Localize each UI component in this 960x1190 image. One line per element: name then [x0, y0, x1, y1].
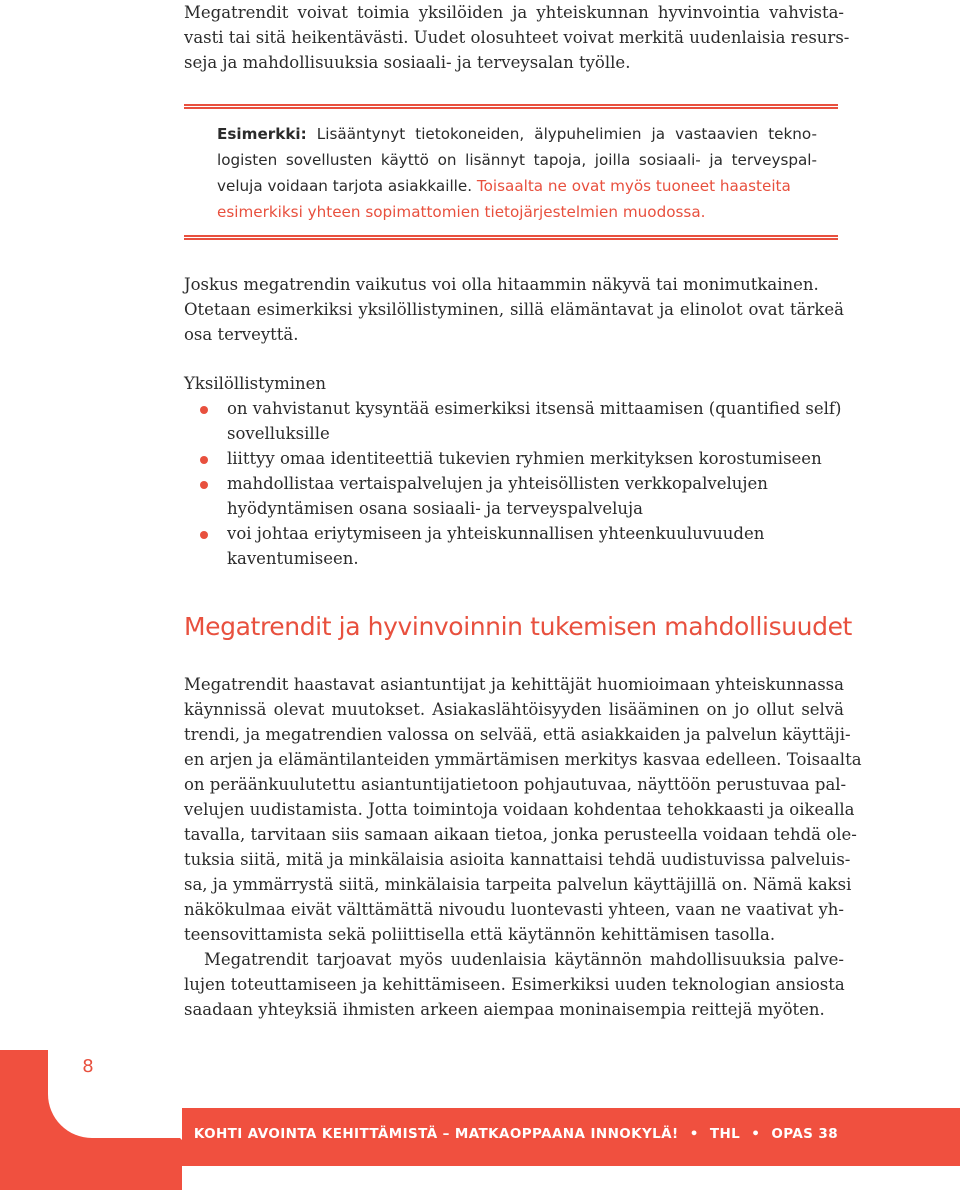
text-line: teensovittamista sekä poliittisella että käytännön kehittämisen tasolla.: [184, 925, 776, 944]
page-number: 8: [82, 1056, 94, 1077]
section-heading: Megatrendit ja hyvinvoinnin tukemisen mahdollisuudet: [184, 612, 852, 641]
text-line: vasti tai sitä heikentävästi. Uudet olosuhteet voivat merkitä uudenlaisia resurs-: [184, 28, 850, 47]
footer-report: OPAS 38: [771, 1126, 838, 1142]
example-box: [184, 104, 838, 240]
list-title: Yksilöllistyminen: [184, 374, 327, 393]
text-line: Megatrendit tarjoavat myös uudenlaisia käytännön mahdollisuuksia palve-: [204, 950, 844, 969]
footer-corner-shape: [122, 1080, 182, 1140]
text-line: Otetaan esimerkiksi yksilöllistyminen, sillä elämäntavat ja elinolot ovat tärkeä: [184, 300, 844, 319]
body-paragraph: [184, 672, 862, 1022]
example-top-rule: [184, 104, 838, 109]
text-line: trendi, ja megatrendien valossa on selvää, että asiakkaiden ja palvelun käyttäji-: [184, 725, 851, 744]
text-line: sa, ja ymmärrystä siitä, minkälaisia tarpeita palvelun käyttäjillä on. Nämä kaksi: [184, 875, 852, 894]
text-line: saadaan yhteyksiä ihmisten arkeen aiempaa moninaisempia reittejä myöten.: [184, 1000, 825, 1019]
bullet-dot-icon: [200, 481, 208, 489]
highlight-text: esimerkiksi yhteen sopimattomien tietojärjestelmien muodossa.: [217, 203, 706, 221]
text-line: Joskus megatrendin vaikutus voi olla hitaammin näkyvä tai monimutkainen.: [184, 275, 819, 294]
text-line: Megatrendit haastavat asiantuntijat ja kehittäjät huomioimaan yhteiskunnassa: [184, 675, 844, 694]
highlight-text: Toisaalta ne ovat myös tuoneet haasteita: [472, 177, 791, 195]
example-bottom-rule: [184, 235, 838, 240]
text-line: tuksia siitä, mitä ja minkälaisia asioita kannattaisi tehdä uudistuvissa palveluis-: [184, 850, 851, 869]
example-label: Esimerkki:: [217, 125, 307, 143]
footer-separator: •: [689, 1126, 699, 1142]
text-line: käynnissä olevat muutokset. Asiakaslähtöisyyden lisääminen on jo ollut selvä: [184, 700, 844, 719]
footer-publication-info: [194, 1126, 838, 1142]
bullet-list: [184, 396, 844, 571]
bullet-dot-icon: [200, 456, 208, 464]
text-line: seja ja mahdollisuuksia sosiaali- ja terveysalan työlle.: [184, 53, 631, 72]
list-item: mahdollistaa vertaispalvelujen ja yhteisöllisten verkkopalvelujen hyödyntämisen osana sosiaali- ja terveyspalveluja: [184, 471, 844, 521]
bullet-dot-icon: [200, 406, 208, 414]
text-line: veluja voidaan tarjota asiakkaille. Toisaalta ne ovat myös tuoneet haasteita: [217, 177, 791, 195]
list-item: on vahvistanut kysyntää esimerkiksi itsensä mittaamisen (quantified self) sovelluksille: [184, 396, 844, 446]
text-line: logisten sovellusten käyttö on lisännyt tapoja, joilla sosiaali- ja terveyspal-: [217, 151, 817, 169]
bullet-dot-icon: [200, 531, 208, 539]
list-item: liittyy omaa identiteettiä tukevien ryhmien merkityksen korostumiseen: [184, 446, 844, 471]
text-line: Esimerkki: Lisääntynyt tietokoneiden, älypuhelimien ja vastaavien tekno-: [217, 125, 817, 143]
text-line: velujen uudistamista. Jotta toimintoja voidaan kohdentaa tehokkaasti ja oikealla: [184, 800, 855, 819]
example-text: [217, 121, 817, 225]
text-line: näkökulmaa eivät välttämättä nivoudu luontevasti yhteen, vaan ne vaativat yh-: [184, 900, 844, 919]
text-line: lujen toteuttamiseen ja kehittämiseen. Esimerkiksi uuden teknologian ansiosta: [184, 975, 845, 994]
text-line: on peräänkuulutettu asiantuntijatietoon pohjautuvaa, näyttöön perustuvaa pal-: [184, 775, 847, 794]
text-line: osa terveyttä.: [184, 325, 299, 344]
list-item: voi johtaa eriytymiseen ja yhteiskunnallisen yhteenkuuluvuuden kaventumiseen.: [184, 521, 844, 571]
text-line: en arjen ja elämäntilanteiden ymmärtämisen merkitys kasvaa edelleen. Toisaalta: [184, 750, 862, 769]
paragraph-individualization: [184, 272, 844, 347]
intro-paragraph: [184, 0, 850, 75]
text-line: tavalla, tarvitaan siis samaan aikaan tietoa, jonka perusteella voidaan tehdä ole-: [184, 825, 857, 844]
footer-publisher: THL: [709, 1126, 741, 1142]
footer-series: KOHTI AVOINTA KEHITTÄMISTÄ – MATKAOPPAANA INNOKYLÄ!: [193, 1126, 679, 1142]
text-line: Megatrendit voivat toimia yksilöiden ja yhteiskunnan hyvinvointia vahvista-: [184, 3, 844, 22]
footer-separator: •: [751, 1126, 761, 1142]
